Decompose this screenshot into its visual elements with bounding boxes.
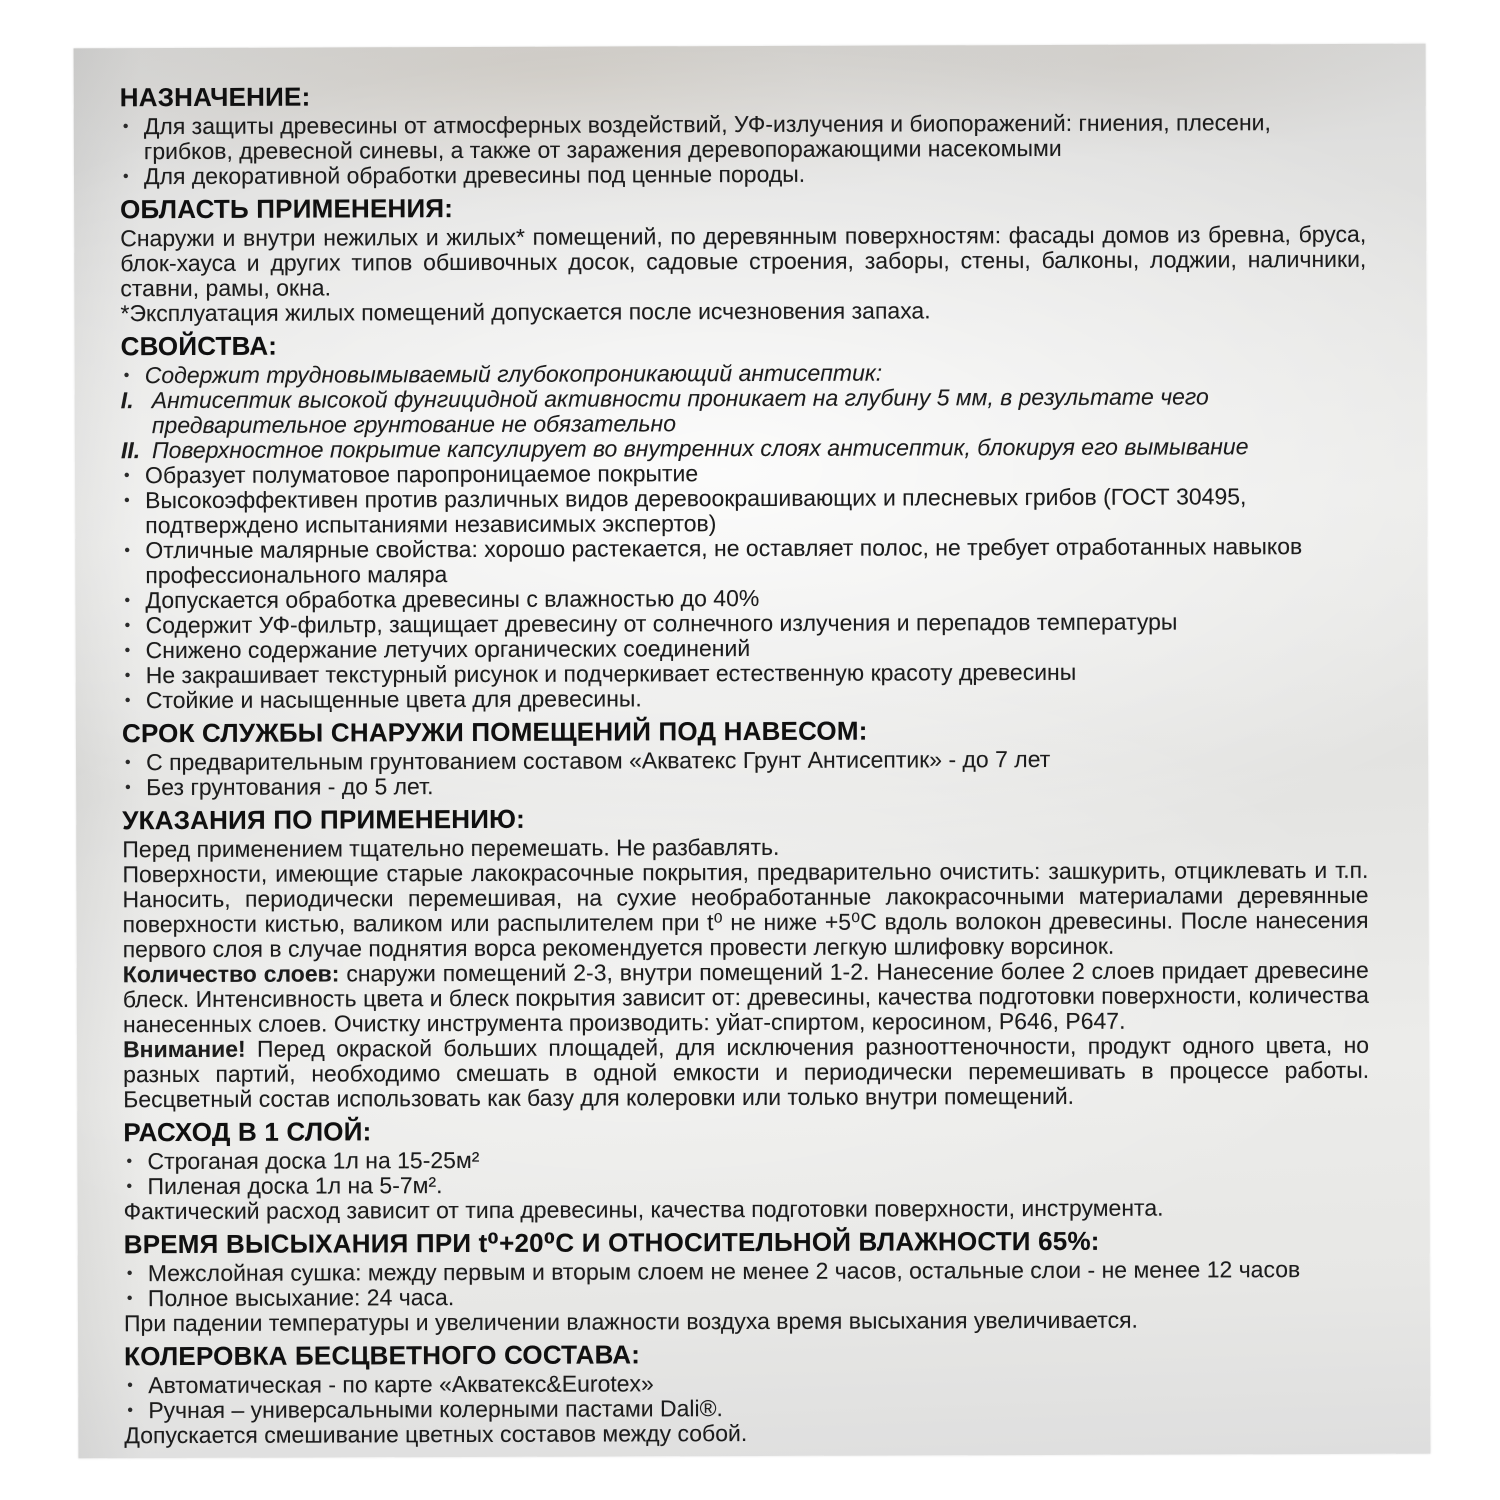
bullet-icon: •	[124, 642, 131, 660]
section-purpose	[120, 78, 1366, 189]
bullet-icon: •	[122, 118, 129, 136]
list-item-text: Межслойная сушка: между первым и вторым слоем не менее 2 часов, остальные слои - не менее 12 часов	[147, 1256, 1301, 1287]
bullet-icon: •	[125, 779, 131, 797]
section-heading: ОБЛАСТЬ ПРИМЕНЕНИЯ:	[120, 193, 454, 225]
bullet-icon: •	[125, 754, 131, 772]
paragraph: Допускается смешивание цветных составов между собой.	[124, 1420, 748, 1449]
section-heading: СРОК СЛУЖБЫ СНАРУЖИ ПОМЕЩЕНИЙ ПОД НАВЕСОМ:	[121, 715, 868, 749]
list-item-text: Без грунтования - до 5 лет.	[146, 773, 434, 801]
section-usage-directions	[122, 801, 1369, 1112]
section-service-life	[122, 714, 1368, 800]
bullet-icon: •	[122, 168, 129, 186]
bullet-icon: •	[126, 1178, 133, 1196]
bullet-icon: •	[124, 692, 131, 710]
paragraph	[123, 1033, 1369, 1112]
bullet-icon: •	[126, 1265, 133, 1283]
paragraph	[123, 958, 1369, 1037]
section-application-area	[120, 190, 1366, 326]
footnote: *Эксплуатация жилых помещений допускается после исчезновения запаха.	[120, 297, 931, 327]
paragraph: Снаружи и внутри нежилых и жилых* помещений, по деревянным поверхностям: фасады домов из бревна, бруса, блок-хауса и других типов обшивочных досок, садовые строения, заборы, стены, балконы, лоджии, наличники, ставни, рамы, окна.	[120, 220, 1367, 302]
list-item-text: Пиленая доска 1л на 5-7м².	[147, 1172, 443, 1200]
bullet-icon: •	[127, 1402, 133, 1420]
list-item-text: Антисептик высокой фунгицидной активности проникает на глубину 5 мм, в результате чего предварительное грунтование не обязательно	[151, 383, 1209, 439]
bullet-icon: •	[127, 1377, 133, 1395]
paragraph: Перед применением тщательно перемешать. Не разбавлять.	[122, 833, 780, 863]
section-heading: НАЗНАЧЕНИЕ:	[119, 81, 311, 113]
list-item-text: Допускается обработка древесины с влажностью до 40%	[145, 584, 760, 614]
list-item	[120, 110, 1366, 164]
bullet-icon: •	[124, 492, 130, 510]
section-drying-time	[124, 1225, 1370, 1336]
section-tinting	[124, 1337, 1370, 1448]
list-item	[121, 534, 1367, 588]
list-item	[123, 1170, 1369, 1199]
paragraph: При падении температуры и увеличении влажности воздуха время высыхания увеличивается.	[123, 1306, 1138, 1337]
product-label	[74, 44, 1431, 1459]
list-item-text: Строганая доска 1л на 15-25м²	[147, 1146, 480, 1175]
item-number: II.	[120, 437, 141, 464]
list-item	[121, 484, 1367, 538]
list-item	[124, 1394, 1370, 1423]
section-heading: ВРЕМЯ ВЫСЫХАНИЯ ПРИ t⁰+20⁰С И ОТНОСИТЕЛЬНОЙ ВЛАЖНОСТИ 65%:	[123, 1225, 1100, 1260]
paragraph-text: снаружи помещений 2-3, внутри помещений 1-2. Нанесение более 2 слоев придает древесине блеск. Интенсивность цвета и блеск покрытия зависит от: древесины, качества подготовки поверхности, количества нанесенных слоев. Очистку инструмента производить: уйат-спиртом, керосином, Р646, Р647.	[122, 956, 1369, 1038]
bullet-icon: •	[124, 467, 130, 485]
list-item-text: Для декоративной обработки древесины под ценные породы.	[143, 160, 806, 190]
paragraph-lead: Количество слоев:	[122, 960, 347, 988]
bullet-icon: •	[124, 592, 131, 610]
list-item-text: Образует полуматовое паропроницаемое покрытие	[144, 460, 699, 489]
list-item-text: Для защиты древесины от атмосферных воздействий, УФ-излучения и биопоражений: гниения, плесени, грибков, древесной синевы, а также от заражения деревопоражающими насекомыми	[143, 109, 1271, 165]
list-item-text: Высокоэффективен против различных видов деревоокрашивающих и плесневых грибов (ГОСТ 30495, подтверждено испытаниями независимых экспертов)	[145, 483, 1247, 539]
list-item-text: Снижено содержание летучих органических соединений	[145, 635, 751, 664]
bullet-icon: •	[124, 667, 131, 685]
list-item-text: Автоматическая - по карте «Акватекс&Eurotex»	[148, 1370, 654, 1399]
label-text-content	[120, 78, 1371, 1448]
item-number: I.	[120, 387, 134, 414]
paragraph: Поверхности, имеющие старые лакокрасочные покрытия, предварительно очистить: зашкурить, отциклевать и т.п. Наносить, периодически перемешивая, на сухие необработанные лакокрасочными материалами деревянные поверхности кистью, валиком или распылителем при t⁰ не ниже +5⁰С вдоль волокон древесины. После нанесения первого слоя в случае поднятия ворса рекомендуется провести легкую шлифовку ворсинок.	[122, 856, 1369, 963]
bullet-icon: •	[124, 617, 131, 635]
list-item	[122, 684, 1368, 713]
section-heading: УКАЗАНИЯ ПО ПРИМЕНЕНИЮ:	[122, 803, 526, 836]
list-item-text: Содержит трудновымываемый глубокопроникающий антисептик:	[144, 359, 883, 389]
list-item-text: Стойкие и насыщенные цвета для древесины.	[145, 685, 642, 714]
list-item-text: Полное высыхание: 24 часа.	[147, 1284, 455, 1312]
section-heading: СВОЙСТВА:	[120, 330, 278, 362]
section-heading: КОЛЕРОВКА БЕСЦВЕТНОГО СОСТАВА:	[124, 1339, 641, 1372]
bullet-icon: •	[126, 1290, 133, 1308]
list-item-text: С предварительным грунтованием составом «Акватекс Грунт Антисептик» - до 7 лет	[145, 745, 1051, 776]
paragraph-text: Перед окраской больших площадей, для исключения разнооттеночности, продукт одного цвета, но разных партий, необходимо смешать в одной емкости и периодически перемешивать в процессе работы. Бесцветный состав использовать как базу для колеровки или только внутри помещений.	[123, 1031, 1370, 1113]
list-item	[120, 160, 1366, 189]
list-item	[122, 771, 1368, 800]
list-item-text: Ручная – универсальными колерными пастами Dali®.	[148, 1395, 723, 1424]
section-consumption	[123, 1113, 1369, 1224]
list-item-text: Не закрашивает текстурный рисунок и подчеркивает естественную красоту древесины	[145, 658, 1077, 689]
list-item-text: Отличные малярные свойства: хорошо растекается, не оставляет полос, не требует отработанных навыков профессионального маляра	[145, 533, 1303, 589]
bullet-icon: •	[123, 367, 130, 385]
bullet-icon: •	[126, 1153, 133, 1171]
paragraph-lead: Внимание!	[122, 1035, 258, 1063]
list-item-text: Содержит УФ-фильтр, защищает древесину от солнечного излучения и перепадов температуры	[145, 608, 1178, 639]
list-item	[124, 1282, 1370, 1311]
list-item-text: Поверхностное покрытие капсулирует во внутренних слоях антисептик, блокируя его вымывание	[151, 433, 1249, 464]
bullet-icon: •	[124, 542, 130, 560]
section-properties	[121, 327, 1368, 713]
section-heading: РАСХОД В 1 СЛОЙ:	[123, 1116, 372, 1148]
paragraph: Фактический расход зависит от типа древесины, качества подготовки поверхности, инструмента.	[123, 1194, 1164, 1225]
numbered-item	[121, 384, 1367, 438]
